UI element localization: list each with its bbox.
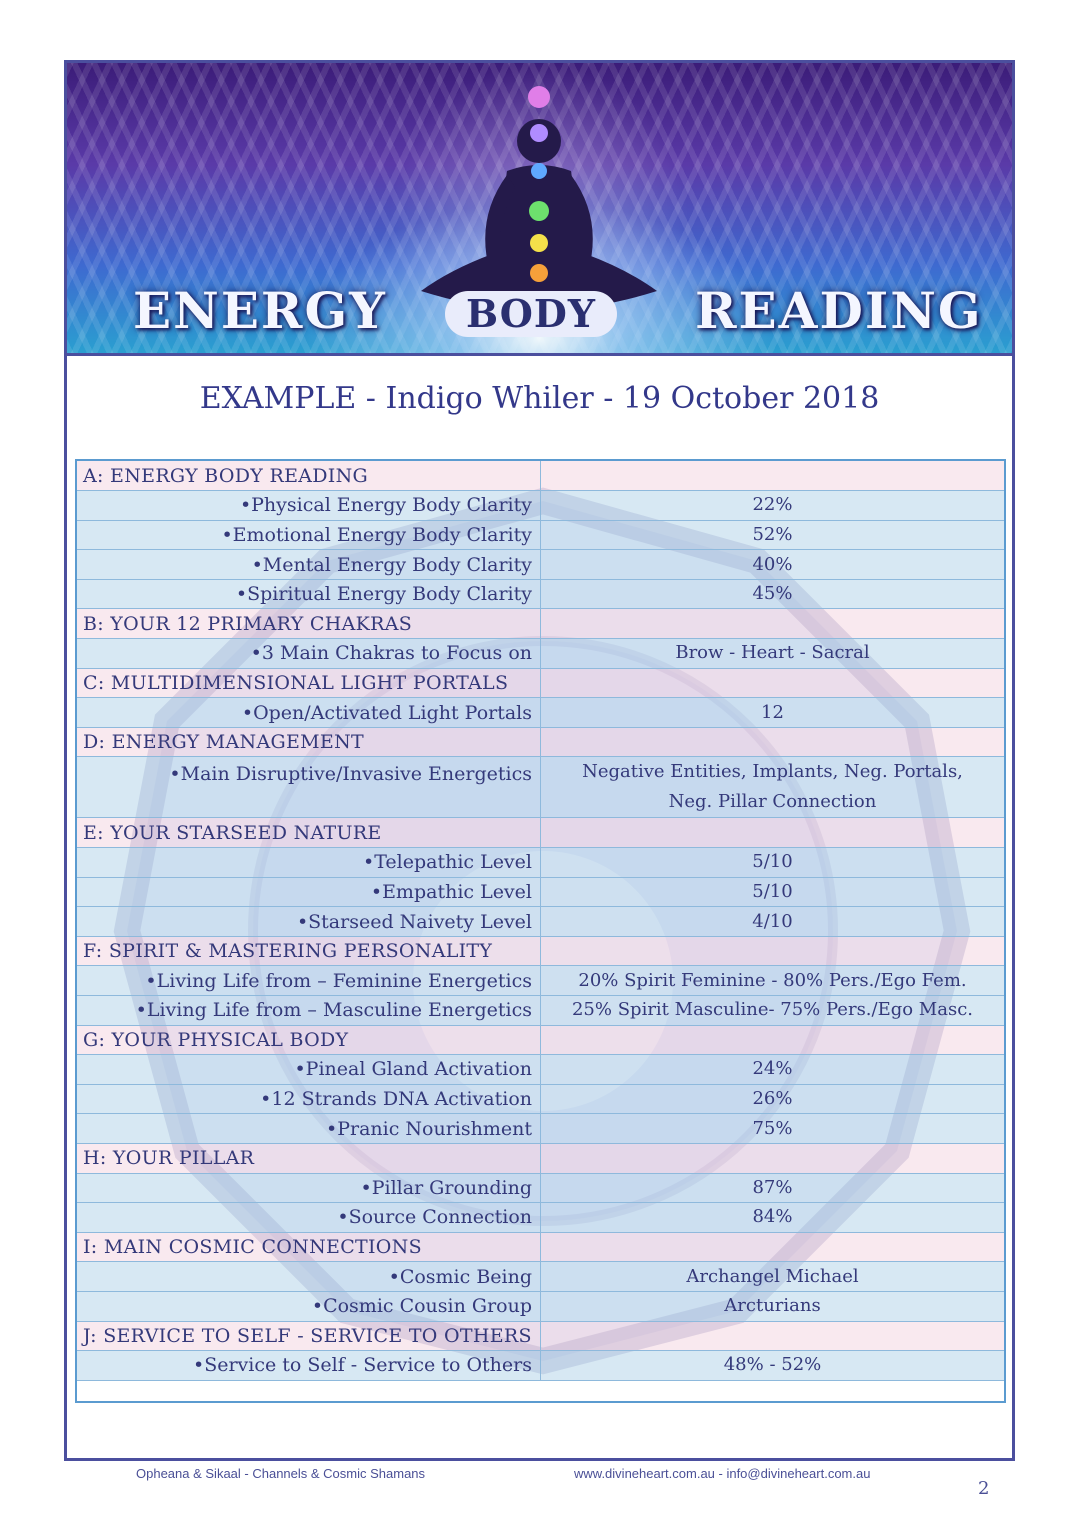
row-value bbox=[541, 757, 1005, 818]
section-heading: D: ENERGY MANAGEMENT bbox=[77, 727, 541, 757]
table-row bbox=[77, 520, 1004, 550]
reading-table-container bbox=[75, 459, 1006, 1403]
row-label: •Main Disruptive/Invasive Energetics bbox=[77, 757, 541, 818]
section-header-row bbox=[77, 1232, 1004, 1262]
banner bbox=[67, 63, 1012, 356]
row-value: 5/10 bbox=[541, 848, 1005, 878]
page-number: 2 bbox=[978, 1478, 990, 1499]
table-row bbox=[77, 550, 1004, 580]
row-label: •Source Connection bbox=[77, 1203, 541, 1233]
row-label: •Starseed Naivety Level bbox=[77, 907, 541, 937]
section-header-row bbox=[77, 1321, 1004, 1351]
section-header-row bbox=[77, 609, 1004, 639]
row-value: 48% - 52% bbox=[541, 1351, 1005, 1381]
section-heading-blank bbox=[541, 1143, 1005, 1173]
row-label: •Pineal Gland Activation bbox=[77, 1055, 541, 1085]
row-value: Brow - Heart - Sacral bbox=[541, 639, 1005, 669]
table-row bbox=[77, 907, 1004, 937]
section-heading-blank bbox=[541, 1321, 1005, 1351]
row-label: •12 Strands DNA Activation bbox=[77, 1084, 541, 1114]
section-heading-blank bbox=[541, 461, 1005, 491]
row-value: Arcturians bbox=[541, 1291, 1005, 1321]
section-heading-blank bbox=[541, 818, 1005, 848]
table-row bbox=[77, 996, 1004, 1026]
throat-chakra-icon bbox=[531, 163, 547, 179]
row-label: •Living Life from – Masculine Energetics bbox=[77, 996, 541, 1026]
section-header-row bbox=[77, 936, 1004, 966]
table-row bbox=[77, 1291, 1004, 1321]
row-value: 84% bbox=[541, 1203, 1005, 1233]
banner-word-energy: ENERGY bbox=[133, 281, 387, 340]
table-row bbox=[77, 757, 1004, 818]
row-value: 20% Spirit Feminine - 80% Pers./Ego Fem. bbox=[541, 966, 1005, 996]
banner-word-body: BODY bbox=[445, 291, 617, 337]
table-row bbox=[77, 848, 1004, 878]
section-header-row bbox=[77, 461, 1004, 491]
table-row bbox=[77, 639, 1004, 669]
row-label: •Physical Energy Body Clarity bbox=[77, 491, 541, 521]
row-value: 25% Spirit Masculine- 75% Pers./Ego Masc. bbox=[541, 996, 1005, 1026]
row-value: 52% bbox=[541, 520, 1005, 550]
table-row bbox=[77, 1114, 1004, 1144]
row-label: •Cosmic Cousin Group bbox=[77, 1291, 541, 1321]
section-header-row bbox=[77, 818, 1004, 848]
row-label: •Empathic Level bbox=[77, 877, 541, 907]
row-label: •Cosmic Being bbox=[77, 1262, 541, 1292]
row-value: 75% bbox=[541, 1114, 1005, 1144]
section-heading: J: SERVICE TO SELF - SERVICE TO OTHERS bbox=[77, 1321, 541, 1351]
section-heading-blank bbox=[541, 1025, 1005, 1055]
section-heading-blank bbox=[541, 936, 1005, 966]
row-label: •Open/Activated Light Portals bbox=[77, 698, 541, 728]
table-row bbox=[77, 1262, 1004, 1292]
section-heading: G: YOUR PHYSICAL BODY bbox=[77, 1025, 541, 1055]
row-label: •Pranic Nourishment bbox=[77, 1114, 541, 1144]
sacral-chakra-icon bbox=[530, 264, 548, 282]
row-value: 22% bbox=[541, 491, 1005, 521]
table-row bbox=[77, 1173, 1004, 1203]
banner-word-reading: READING bbox=[695, 281, 983, 340]
section-heading-blank bbox=[541, 668, 1005, 698]
row-value-line-2: Neg. Pillar Connection bbox=[668, 791, 877, 813]
table-row bbox=[77, 698, 1004, 728]
footer-authors: Opheana & Sikaal - Channels & Cosmic Shamans bbox=[136, 1466, 426, 1481]
row-value: 24% bbox=[541, 1055, 1005, 1085]
row-label: •Telepathic Level bbox=[77, 848, 541, 878]
table-row bbox=[77, 1351, 1004, 1381]
crown-chakra-icon bbox=[528, 86, 550, 108]
section-header-row bbox=[77, 1025, 1004, 1055]
section-heading: B: YOUR 12 PRIMARY CHAKRAS bbox=[77, 609, 541, 639]
section-heading: F: SPIRIT & MASTERING PERSONALITY bbox=[77, 936, 541, 966]
section-heading: I: MAIN COSMIC CONNECTIONS bbox=[77, 1232, 541, 1262]
row-label: •Mental Energy Body Clarity bbox=[77, 550, 541, 580]
row-value: 12 bbox=[541, 698, 1005, 728]
row-value: Archangel Michael bbox=[541, 1262, 1005, 1292]
section-heading-blank bbox=[541, 609, 1005, 639]
row-label: •Spiritual Energy Body Clarity bbox=[77, 579, 541, 609]
table-row bbox=[77, 1055, 1004, 1085]
row-value: 5/10 bbox=[541, 877, 1005, 907]
row-value-line-1: Negative Entities, Implants, Neg. Portals, bbox=[582, 761, 963, 783]
section-heading-blank bbox=[541, 1232, 1005, 1262]
row-label: •Service to Self - Service to Others bbox=[77, 1351, 541, 1381]
row-label: •Living Life from – Feminine Energetics bbox=[77, 966, 541, 996]
page-title: EXAMPLE - Indigo Whiler - 19 October 2018 bbox=[199, 381, 880, 416]
row-value: 4/10 bbox=[541, 907, 1005, 937]
brow-chakra-icon bbox=[530, 124, 548, 142]
section-heading: A: ENERGY BODY READING bbox=[77, 461, 541, 491]
heart-chakra-icon bbox=[529, 201, 549, 221]
reading-table bbox=[77, 461, 1004, 1381]
row-label: •Pillar Grounding bbox=[77, 1173, 541, 1203]
row-value: 45% bbox=[541, 579, 1005, 609]
row-value: 26% bbox=[541, 1084, 1005, 1114]
section-heading-blank bbox=[541, 727, 1005, 757]
table-row bbox=[77, 1084, 1004, 1114]
section-heading: E: YOUR STARSEED NATURE bbox=[77, 818, 541, 848]
section-header-row bbox=[77, 668, 1004, 698]
table-row bbox=[77, 491, 1004, 521]
table-row bbox=[77, 966, 1004, 996]
section-heading: C: MULTIDIMENSIONAL LIGHT PORTALS bbox=[77, 668, 541, 698]
table-row bbox=[77, 579, 1004, 609]
table-row bbox=[77, 1203, 1004, 1233]
table-row bbox=[77, 877, 1004, 907]
footer-contact: www.divineheart.com.au - info@divineheart.com.au bbox=[574, 1466, 871, 1481]
section-header-row bbox=[77, 1143, 1004, 1173]
page-frame bbox=[64, 60, 1015, 1461]
row-label: •Emotional Energy Body Clarity bbox=[77, 520, 541, 550]
row-label: •3 Main Chakras to Focus on bbox=[77, 639, 541, 669]
solar-plexus-chakra-icon bbox=[530, 234, 548, 252]
row-value: 40% bbox=[541, 550, 1005, 580]
section-heading: H: YOUR PILLAR bbox=[77, 1143, 541, 1173]
row-value: 87% bbox=[541, 1173, 1005, 1203]
section-header-row bbox=[77, 727, 1004, 757]
